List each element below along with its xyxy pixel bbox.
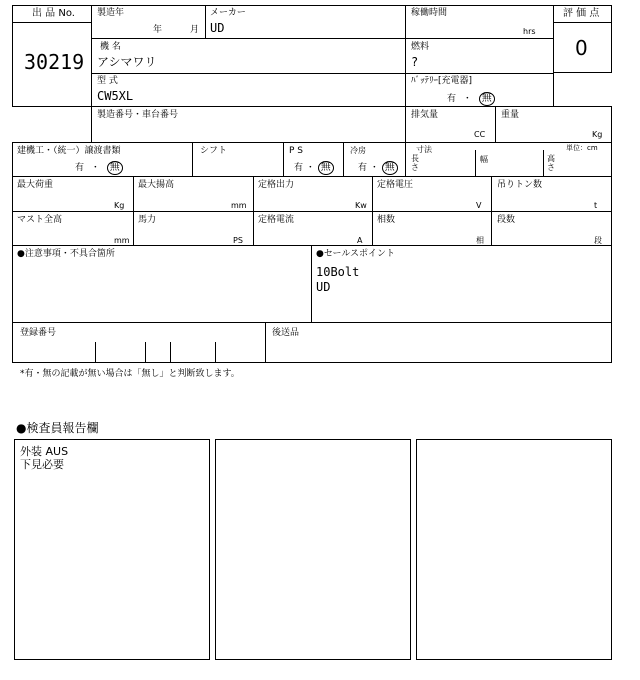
fuel-label: 燃料	[411, 42, 430, 52]
ps-no: 無	[318, 161, 334, 175]
aircon-dot: ・	[369, 163, 379, 173]
hours-label: 稼働時間	[411, 8, 448, 18]
transfer-doc-label: 建機工・（統一）譲渡書類	[17, 146, 121, 156]
battery-label: ﾊﾞｯﾃﾘｰ[充電器]	[411, 76, 473, 86]
battery-dot: ・	[462, 94, 472, 104]
inspector-box-3	[416, 439, 612, 660]
mast-height-unit: mm	[114, 236, 130, 245]
serial-label: 製造番号・車台番号	[97, 110, 179, 120]
aircon-yes: 有	[358, 163, 368, 173]
max-lift-unit: mm	[231, 201, 247, 210]
inspector-box-2	[215, 439, 411, 660]
inspector-label: ●検査員報告欄	[16, 421, 99, 435]
maker-value: UD	[210, 21, 225, 35]
fuel-value: ?	[411, 55, 419, 69]
mast-height-label: マスト全高	[17, 215, 63, 225]
rated-voltage-unit: V	[476, 201, 482, 210]
lift-ton-label: 吊りトン数	[497, 180, 543, 190]
lift-ton-unit: t	[594, 201, 598, 210]
weight-unit: Kg	[592, 130, 603, 139]
ps-dot: ・	[305, 163, 315, 173]
stages-unit: 段	[594, 236, 602, 245]
battery-no: 無	[479, 92, 495, 106]
dims-label: 寸法	[416, 145, 432, 154]
battery-options	[447, 92, 495, 106]
sales-line-1: 10Bolt	[316, 265, 360, 279]
max-load-label: 最大荷重	[17, 180, 54, 190]
maker-label: メーカー	[210, 8, 246, 18]
transfer-doc-yes: 有	[75, 163, 85, 173]
displacement-label: 排気量	[411, 110, 439, 120]
weight-label: 重量	[501, 110, 520, 120]
rated-output-label: 定格出力	[258, 180, 295, 190]
footnote: *有・無の記載が無い場合は「無し」と判断致します。	[20, 369, 240, 379]
sales-line-2: UD	[316, 280, 331, 294]
shift-label: シフト	[200, 146, 228, 156]
aircon-no: 無	[382, 161, 398, 175]
notes-label: ●注意事項・不具合箇所	[17, 249, 115, 259]
transfer-doc-no: 無	[107, 161, 123, 175]
horsepower-unit: PS	[233, 236, 243, 245]
transfer-doc-dot: ・	[90, 163, 100, 173]
model-name-label: 機 名	[100, 42, 121, 52]
inspector-box-1	[14, 439, 210, 660]
stages-label: 段数	[497, 215, 516, 225]
registration-box	[12, 322, 612, 363]
max-lift-label: 最大揚高	[138, 180, 175, 190]
dims-height: 高 さ	[547, 154, 555, 172]
rated-current-unit: A	[357, 236, 363, 245]
rated-output-unit: Kw	[355, 201, 367, 210]
inspector-box-1-line-2: 下見必要	[20, 458, 64, 471]
transfer-doc-options	[75, 161, 123, 175]
dims-width: 幅	[480, 155, 488, 164]
registration-label: 登録番号	[20, 328, 57, 338]
model-type-value: CW5XL	[97, 89, 134, 103]
sales-label: ●セールスポイント	[316, 249, 396, 259]
battery-yes: 有	[447, 94, 457, 104]
month-unit: 月	[190, 25, 200, 35]
lot-number-value: 30219	[24, 50, 85, 74]
rated-voltage-label: 定格電圧	[377, 180, 414, 190]
inspector-box-1-line-1: 外装 AUS	[20, 445, 69, 458]
score-value: 0	[575, 36, 588, 60]
aircon-label: 冷房	[350, 146, 366, 155]
ps-options	[294, 161, 334, 175]
model-type-label: 型 式	[97, 76, 118, 86]
dims-unit: 単位：cm	[566, 144, 598, 152]
later-label: 後送品	[272, 328, 300, 338]
year-label: 製造年	[97, 8, 125, 18]
dims-length: 長 さ	[411, 154, 419, 172]
horsepower-label: 馬力	[138, 215, 157, 225]
phases-unit: 相	[476, 236, 484, 245]
ps-yes: 有	[294, 163, 304, 173]
displacement-unit: CC	[474, 130, 486, 139]
rated-current-label: 定格電流	[258, 215, 295, 225]
model-name-value: アシマワリ	[97, 55, 157, 69]
score-label: 評 価 点	[563, 8, 600, 19]
aircon-options	[358, 161, 398, 175]
ps-label: P S	[289, 146, 304, 156]
lot-number-label: 出 品 No.	[32, 8, 75, 19]
year-unit: 年	[153, 25, 163, 35]
phases-label: 相数	[377, 215, 396, 225]
max-load-unit: Kg	[114, 201, 125, 210]
hours-unit: hrs	[523, 27, 536, 36]
